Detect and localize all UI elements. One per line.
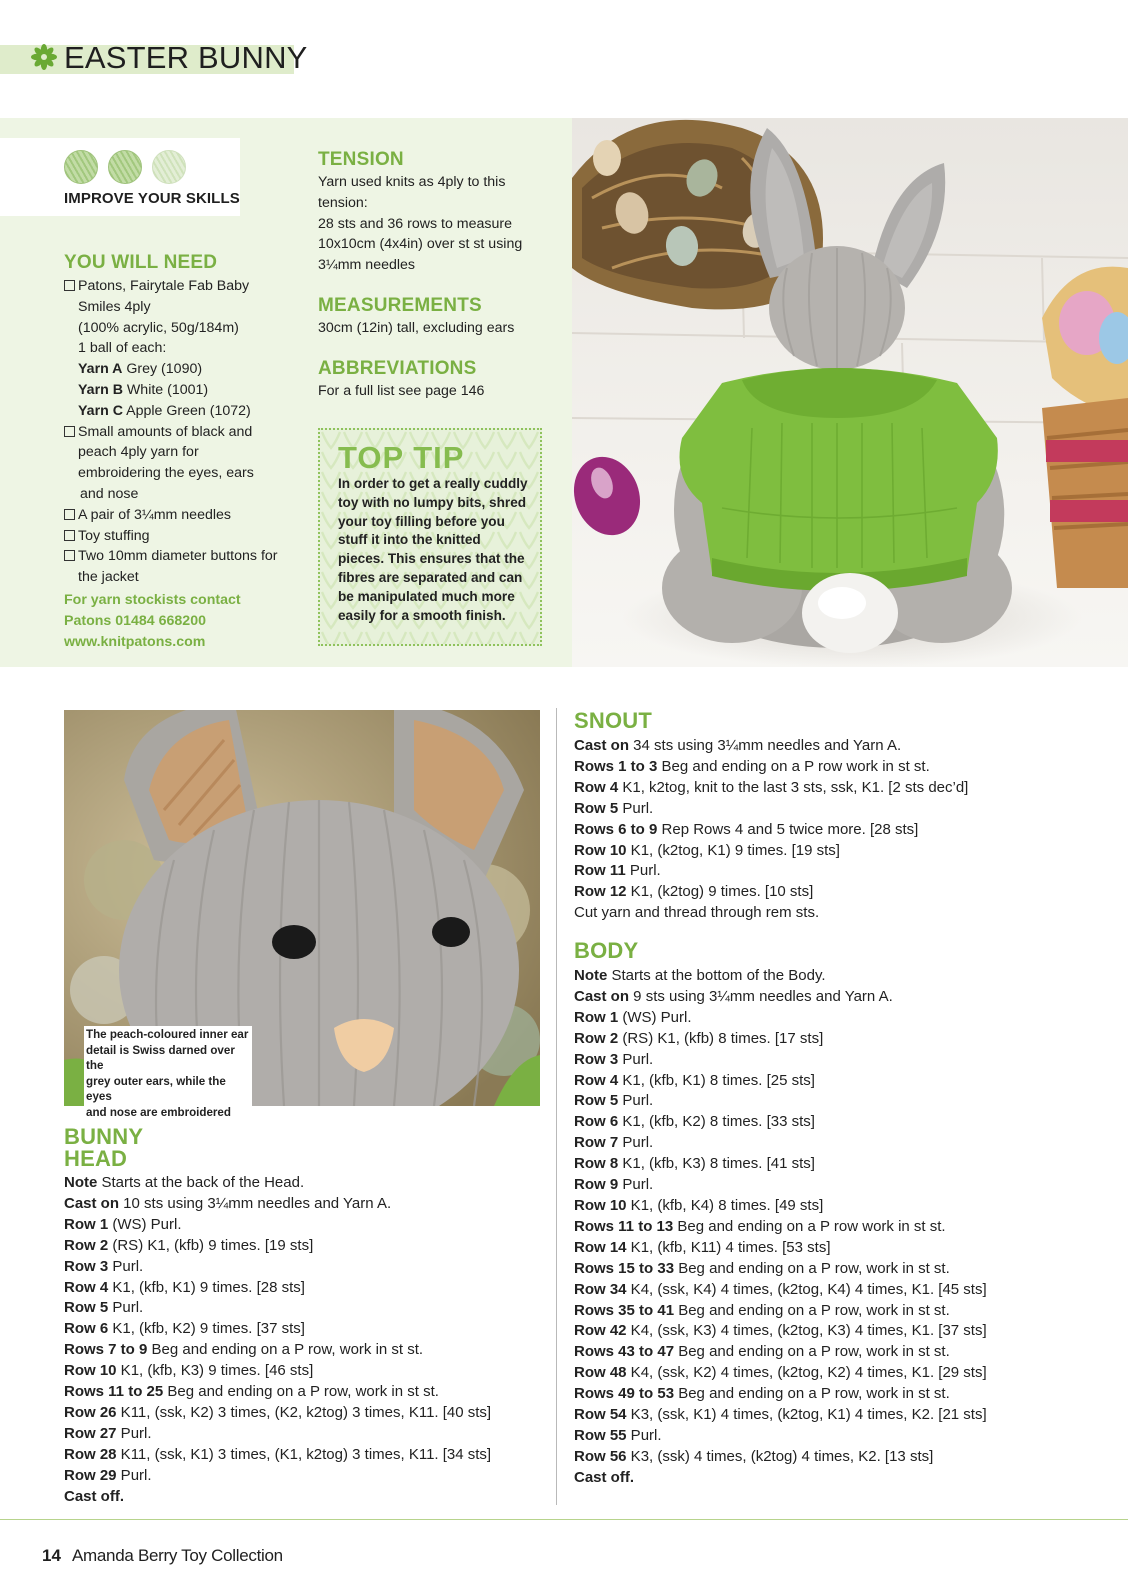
flower-icon — [30, 43, 58, 71]
pattern-row: Row 11 Purl. — [574, 862, 661, 880]
pattern-row: Rows 7 to 9 Beg and ending on a P row, work in st st. — [64, 1341, 424, 1359]
you-will-need-heading: YOU WILL NEED — [64, 252, 218, 273]
body-heading: BODY — [574, 938, 639, 963]
page-title: EASTER BUNNY — [64, 40, 308, 75]
pattern-row: Row 55 Purl. — [574, 1426, 662, 1444]
stockist-phone: Patons 01484 668200 — [64, 612, 206, 629]
pattern-row: Row 10 K1, (kfb, K4) 8 times. [49 sts] — [574, 1196, 824, 1214]
pattern-row: Row 54 K3, (ssk, K1) 4 times, (k2tog, K1) 4 times, K2. [21 sts] — [574, 1406, 987, 1424]
pattern-row: Rows 43 to 47 Beg and ending on a P row, work in st st. — [574, 1343, 950, 1361]
pattern-row: Rows 15 to 33 Beg and ending on a P row, work in st st. — [574, 1259, 950, 1277]
pattern-row: Rows 11 to 13 Beg and ending on a P row work in st st. — [574, 1217, 946, 1235]
checkbox-icon — [64, 280, 75, 291]
pattern-row: Cast off. — [574, 1468, 634, 1486]
pattern-row: Cut yarn and thread through rem sts. — [574, 904, 820, 922]
pattern-row: Row 5 Purl. — [574, 799, 654, 817]
pattern-row: Row 42 K4, (ssk, K3) 4 times, (k2tog, K3) 4 times, K1. [37 sts] — [574, 1322, 987, 1340]
stockist-website[interactable]: www.knitpatons.com — [64, 633, 206, 650]
bunny-head-instructions — [64, 1173, 544, 1508]
pattern-row: Row 27 Purl. — [64, 1424, 152, 1442]
photo-caption: The peach-coloured inner ear detail is Swiss darned over the grey outer ears, while the eyes and nose are embroidered — [84, 1026, 252, 1123]
tension-heading: TENSION — [318, 149, 404, 170]
pattern-row: Row 9 Purl. — [574, 1176, 654, 1194]
list-item: Small amounts of black and — [64, 422, 294, 443]
checkbox-icon — [64, 550, 75, 561]
yarn-c: Yarn C Apple Green (1072) — [78, 402, 251, 419]
pattern-row: Row 6 K1, (kfb, K2) 9 times. [37 sts] — [64, 1320, 305, 1338]
pattern-row: Row 7 Purl. — [574, 1134, 654, 1152]
top-tip-text: In order to get a really cuddly toy with no lumpy bits, shred your toy filling before you stuff it into the knitted pieces. This ensures that the fibres are separated and can be manipulated much more easily for a smooth finish. — [338, 476, 528, 623]
pattern-row: Row 4 K1, (kfb, K1) 8 times. [25 sts] — [574, 1071, 815, 1089]
checkbox-icon — [64, 530, 75, 541]
abbreviations-section — [318, 357, 548, 402]
pattern-row: Row 1 (WS) Purl. — [574, 1008, 692, 1026]
list-item: A pair of 3¼mm needles — [64, 505, 294, 526]
yarn-b: Yarn B White (1001) — [78, 381, 209, 398]
pattern-row: Row 29 Purl. — [64, 1466, 152, 1484]
pattern-row: Note Starts at the bottom of the Body. — [574, 967, 826, 984]
skills-label: IMPROVE YOUR SKILLS — [64, 190, 240, 207]
materials-list: Patons, Fairytale Fab Baby Smiles 4ply (100% acrylic, 50g/184m) 1 ball of each: Yarn A Grey (1090) Yarn B White (1001) Yarn C Apple Green (1072) Small amounts of black and peach 4ply yarn for embroidering the eyes, ears and nose A pair of 3¼mm needles Toy stuffing Two 10mm diameter buttons for the jacket — [64, 276, 294, 588]
pattern-row: Row 6 K1, (kfb, K2) 8 times. [33 sts] — [574, 1113, 815, 1131]
pattern-row: Row 48 K4, (ssk, K2) 4 times, (k2tog, K2) 4 times, K1. [29 sts] — [574, 1364, 987, 1382]
pattern-row: Row 1 (WS) Purl. — [64, 1215, 182, 1233]
list-item: Toy stuffing — [64, 526, 294, 547]
top-tip-title: TOP TIP — [338, 440, 465, 475]
bunny-head-heading: BUNNY HEAD — [64, 1124, 144, 1171]
pattern-row: Rows 1 to 3 Beg and ending on a P row work in st st. — [574, 757, 930, 775]
footer-rule — [0, 1519, 1128, 1520]
pattern-row: Cast on 9 sts using 3¼mm needles and Yarn A. — [574, 987, 893, 1005]
pattern-row: Row 14 K1, (kfb, K11) 4 times. [53 sts] — [574, 1238, 831, 1256]
pattern-row: Row 10 K1, (k2tog, K1) 9 times. [19 sts] — [574, 841, 840, 859]
pattern-row: Row 56 K3, (ssk) 4 times, (k2tog) 4 times, K2. [13 sts] — [574, 1447, 934, 1465]
pattern-row: Row 2 (RS) K1, (kfb) 8 times. [17 sts] — [574, 1029, 824, 1047]
pattern-row: Row 8 K1, (kfb, K3) 8 times. [41 sts] — [574, 1155, 815, 1173]
abbreviations-link: For a full list see page 146 — [318, 383, 485, 399]
pattern-row: Row 5 Purl. — [574, 1092, 654, 1110]
yarn-ball-icon — [108, 150, 142, 184]
top-tip-box — [318, 428, 542, 646]
measurements-heading: MEASUREMENTS — [318, 295, 482, 316]
pattern-row: Row 26 K11, (ssk, K2) 3 times, (K2, k2tog) 3 times, K11. [40 sts] — [64, 1403, 492, 1421]
pattern-row: Cast on 10 sts using 3¼mm needles and Yarn A. — [64, 1194, 392, 1212]
pattern-row: Row 3 Purl. — [64, 1257, 144, 1275]
pattern-row: Row 28 K11, (ssk, K1) 3 times, (K1, k2tog) 3 times, K11. [34 sts] — [64, 1445, 492, 1463]
snout-instructions — [574, 736, 1094, 924]
pattern-row: Cast on 34 sts using 3¼mm needles and Yarn A. — [574, 737, 902, 754]
pattern-row: Row 10 K1, (kfb, K3) 9 times. [46 sts] — [64, 1362, 314, 1380]
measurements-section: MEASUREMENTS 30cm (12in) tall, excluding ears — [318, 294, 548, 339]
yarn-a: Yarn A Grey (1090) — [78, 361, 203, 378]
pattern-row: Note Starts at the back of the Head. — [64, 1174, 305, 1191]
yarn-ball-icon — [64, 150, 98, 184]
column-divider — [556, 708, 557, 1505]
publication-title: Amanda Berry Toy Collection — [72, 1546, 283, 1565]
pattern-row: Rows 49 to 53 Beg and ending on a P row, work in st st. — [574, 1385, 950, 1403]
tension-section: TENSION Yarn used knits as 4ply to this tension: 28 sts and 36 rows to measure 10x10cm (4x4in) over st st using 3¼mm needles — [318, 148, 548, 276]
pattern-row: Rows 6 to 9 Rep Rows 4 and 5 twice more. [28 sts] — [574, 820, 919, 838]
pattern-row: Row 5 Purl. — [64, 1299, 144, 1317]
list-item: Patons, Fairytale Fab Baby — [64, 276, 294, 297]
pattern-row: Row 3 Purl. — [574, 1050, 654, 1068]
pattern-row: Rows 11 to 25 Beg and ending on a P row, work in st st. — [64, 1383, 439, 1401]
pattern-row: Row 4 K1, (kfb, K1) 9 times. [28 sts] — [64, 1278, 305, 1296]
bunny-back-photo — [572, 118, 1128, 667]
pattern-row: Row 2 (RS) K1, (kfb) 9 times. [19 sts] — [64, 1236, 314, 1254]
pattern-row: Cast off. — [64, 1487, 124, 1505]
yarn-ball-icon — [152, 150, 186, 184]
pattern-row: Row 4 K1, k2tog, knit to the last 3 sts, ssk, K1. [2 sts dec’d] — [574, 778, 969, 796]
list-item: Two 10mm diameter buttons for — [64, 546, 294, 567]
pattern-row: Row 34 K4, (ssk, K4) 4 times, (k2tog, K4) 4 times, K1. [45 sts] — [574, 1280, 987, 1298]
abbreviations-heading: ABBREVIATIONS — [318, 358, 477, 379]
pattern-row: Row 12 K1, (k2tog) 9 times. [10 sts] — [574, 883, 814, 901]
stockist-info: For yarn stockists contact Patons 01484 668200 www.knitpatons.com — [64, 590, 241, 652]
pattern-row: Rows 35 to 41 Beg and ending on a P row, work in st st. — [574, 1301, 950, 1319]
page-number: 14 — [42, 1546, 61, 1565]
checkbox-icon — [64, 509, 75, 520]
snout-heading: SNOUT — [574, 708, 652, 733]
checkbox-icon — [64, 426, 75, 437]
body-instructions — [574, 966, 1094, 1489]
